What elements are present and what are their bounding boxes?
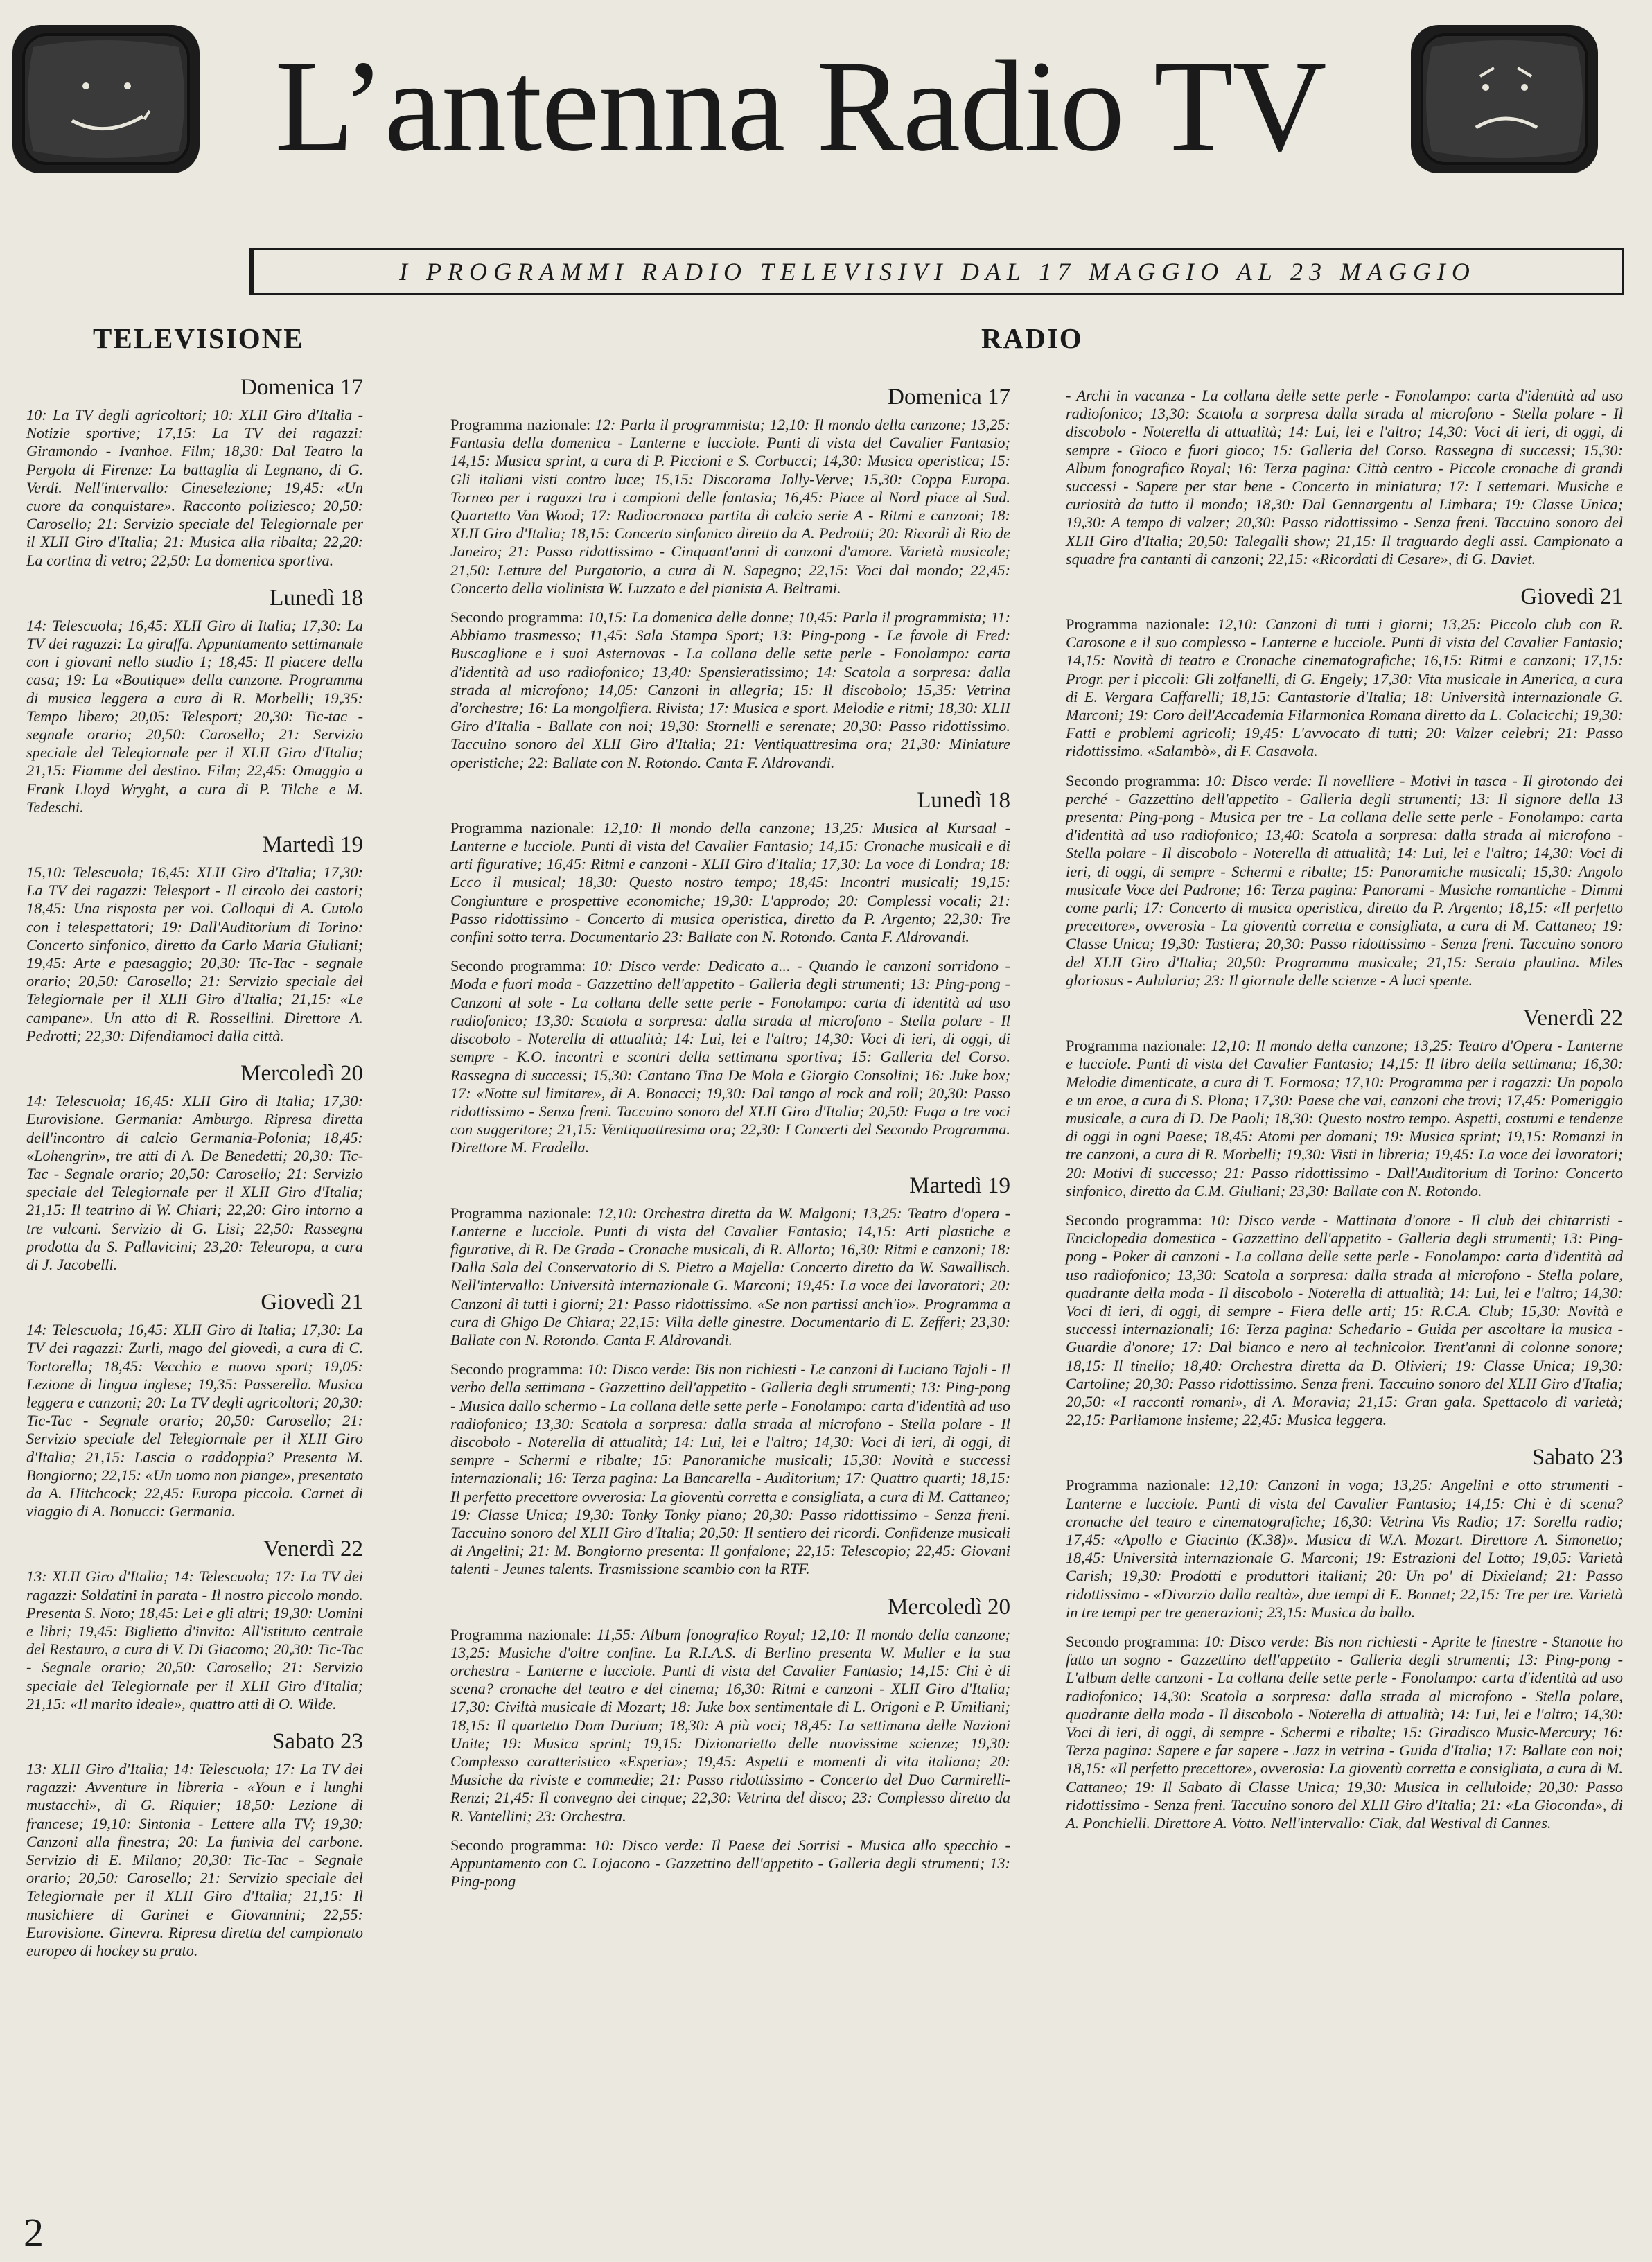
schedule-entry <box>450 1836 1010 1891</box>
day-heading: Lunedì 18 <box>917 787 1010 813</box>
program-label: Secondo programma: <box>450 1836 587 1854</box>
day-heading: Domenica 17 <box>888 385 1010 410</box>
schedule-entry <box>1066 772 1623 990</box>
tv-schedule-column <box>26 374 363 1960</box>
day-heading: Giovedì 21 <box>261 1290 363 1315</box>
schedule-text: 10: Disco verde - Mattinata d'onore - Il club dei chitarristi - Enciclopedia domestica - Gazzettino dell'appetito - Galleria degli strumenti; 13: Ping-pong - Poker di canzoni - La collana delle sette perle - Fonolampo: carta d'identità ad uso radiofonico; 13,30: Scatola a sorpresa: dalla strada al microfono - Stella polare, quadrante della moda - Il discobolo - Noterella di attualità; 14: Lui, lei e l'altro; 14,30: Voci di ieri, di oggi, di sempre - Fiera delle arti; 15: R.C.A. Club; 15,30: Novità e successi internazionali; 16: Terza pagina: Schedario - Guida per ascoltare la musica - Guardie d'onore; 17: Dal bianco e nero al technicolor. Trent'anni di colonne sonore; 18,15: Il tinello; 18,40: Orchestra diretta da D. Olivieri; 19: Classe Unica; 19,30: Cartoline; 20,30: Passo ridottissimo. Senza freni. Taccuino sonoro del XLII Giro d'Italia; 20,50: «I racconti romani», di A. Moravia; 21,15: Gran gala. Spettacolo di varietà; 22,15: Parliamone insieme; 22,45: Musica leggera. <box>1066 1211 1623 1429</box>
day-heading: Lunedì 18 <box>270 585 363 611</box>
program-label: Secondo programma: <box>1066 1211 1202 1229</box>
day-heading: Mercoledì 20 <box>888 1594 1010 1620</box>
program-label: Programma nazionale: <box>450 1204 592 1222</box>
schedule-entry <box>26 1568 363 1713</box>
schedule-text: 10: Disco verde: Il novelliere - Motivi in tasca - Il girotondo dei perché - Gazzettino dell'appetito - Galleria degli strumenti; 13: Il signore della 13 presenta: Ping-pong - Musica per tre - La collana delle sette perle - Fonolampo: carta d'identità ad uso radiofonico; 13,40: Scatola a sorpresa: dalla strada al microfono - Stella polare - Il discobolo - Noterella di attualità; 14: Lui, lei e l'altro; 14,30: Voci di ieri, di oggi, di sempre - Schermi e ribalte; 15: Panoramiche musicali; 15,30: Angolo musicale Voce del Padrone; 16: Terza pagina: Panorami - Musiche romantiche - Dimmi come parli; 17: Concerto di musica operistica, diretto da P. Argento; 18,15: «Il perfetto precettore», ovverosia - La gioventù corretta e consigliata, a cura di M. Cattaneo; 19: Classe Unica; 19,30: Tastiera; 20,30: Passo ridottissimo - Senza freni. Taccuino sonoro del XLII Giro d'Italia; 20,50: Programma musicale; 21,15: Serata plautina. Miles gloriosus - Aulularia; 23: Il giornale delle scienze - A luci spente. <box>1066 771 1623 989</box>
program-label: Secondo programma: <box>450 957 586 975</box>
program-label: Programma nazionale: <box>450 1625 592 1643</box>
schedule-entry <box>450 1626 1010 1825</box>
program-label: Programma nazionale: <box>450 818 595 836</box>
schedule-text: 12,10: Orchestra diretta da W. Malgoni; 13,25: Teatro d'opera - Lanterne e lucciole. Punti di vista del Cavalier Fantasio; 14,15: Arti plastiche e figurative, di R. De Grada - Cronache musicali, di R. Allorto; 16,30: Ritmi e canzoni; 18: Dalla Sala del Conservatorio di S. Pietro a Majella: Concerto diretto da W. Sawallisch. Nell'intervallo: Università internazionale G. Marconi; 19,45: La voce dei lavoratori; 20: Canzoni di tutti i giorni; 21: Passo ridottissimo. «Se non partissi anch'io». Programma a cura di Ghigo De Chiara; 22,15: Villa delle ginestre. Documentario di E. Zefferi; 23,30: Ballate con N. Rotondo. Canta F. Aldrovandi. <box>450 1204 1010 1349</box>
program-label: Programma nazionale: <box>1066 1476 1211 1494</box>
program-label: Secondo programma: <box>1066 1632 1200 1650</box>
schedule-entry <box>1066 1037 1623 1200</box>
schedule-entry <box>26 863 363 1045</box>
schedule-text: 10: Disco verde: Il Paese dei Sorrisi - Musica allo specchio - Appuntamento con C. Lojacono - Gazzettino dell'appetito - Galleria degli strumenti; 13: Ping-pong <box>450 1836 1010 1891</box>
schedule-text: 11,55: Album fonografico Royal; 12,10: Il mondo della canzone; 13,25: Musiche d'oltre confine. La R.I.A.S. di Berlino presenta W. Muller e la sua orchestra - Lanterne e lucciole. Punti di vista del Cavalier Fantasio; 14,15: Chi è di scena? cronache del teatro e del cinema; 16,30: Ritmi e canzoni - XLII Giro d'Italia; 17,30: Civiltà musicale di Mozart; 18: Juke box sentimentale di L. Origoni e P. Umiliani; 18,15: Il quartetto Dom Durium; 18,30: A più voci; 18,45: La settimana delle Nazioni Unite; 19: Musica sprint; 19,15: Dizionarietto delle nuovissime scienze; 19,30: Complesso caratteristico «Esperia»; 19,45: Aspetti e momenti di vita italiana; 20: Musiche da riviste e commedie; 21: Passo ridottissimo - Concerto del Duo Carmirelli-Renzi; 21,45: Il convegno dei cinque; 22,30: Vetrina del disco; 23: Complesso diretto da R. Vantellini; 23: Orchestra. <box>450 1625 1010 1825</box>
schedule-text: 12,10: Il mondo della canzone; 13,25: Musica al Kursaal - Lanterne e lucciole. Punti di vista del Cavalier Fantasio; 14,15: Cronache musicali e di arti figurative; 16,45: Ritmi e canzoni - XLII Giro d'Italia; 17,30: La voce di Londra; 18: Ecco il musical; 18,30: Questo nostro tempo; 18,45: Incontri musicali; 19,15: Congiunture e prospettive economiche; 19,30: L'approdo; 20: Complessi vocali; 21: Passo ridottissimo - Concerto di musica operistica, diretto da P. Argento; 22,30: Tre confini sotto terra. Documentario 23: Ballate con N. Rotondo. Canta F. Aldrovandi. <box>450 818 1011 946</box>
schedule-entry <box>1066 1476 1623 1622</box>
schedule-text: 10: La TV degli agricoltori; 10: XLII Giro d'Italia - Notizie sportive; 17,15: La TV dei ragazzi: Giramondo - Ivanhoe. Film; 18,30: Dal Teatro la Pergola di Firenze: La battaglia di Legnano, di G. Verdi. Nell'intervallo: Cineselezione; 19,45: «Un cuore da conquistare». Racconto poliziesco; 20,50: Carosello; 21: Servizio speciale del Telegiornale per il XLII Giro d'Italia; 21: Musica alla ribalta; 22,20: La cortina di vetro; 22,50: La domenica sportiva. <box>26 406 363 569</box>
schedule-text: - Archi in vacanza - La collana delle sette perle - Fonolampo: carta d'identità ad uso radiofonico; 13,30: Scatola a sorpresa dalla strada al microfono - Stella polare - Il discobolo - Noterella di attualità; 14: Lui, lei e l'altro; 14,30: Voci di ieri, di oggi, di sempre - Gioco e fuori gioco; 15: Galleria del Corso. Rassegna di successi; 15,30: Album fonografico Royal; 16: Terza pagina: Città centro - Piccole cronache di grandi successi - Sapere per star bene - Concerto in miniatura; 17: I settemari. Musiche e curiosità da tutto il mondo; 18,30: Dal Gennargentu al Limbara; 19: Classe Unica; 19,30: A tempo di valzer; 20,30: Passo ridottissimo - Senza freni. Taccuino sonoro del XLII Giro d'Italia; 20,50: Talegalli show; 21,15: Il traguardo degli assi. Campionato a squadre fra cantanti di canzoni; 22,15: «Ricordati di Cesare», di G. Daviet. <box>1066 387 1623 568</box>
radio-schedule-column-2 <box>1066 387 1623 1832</box>
radio-heading: RADIO <box>981 322 1083 354</box>
smiling-tv-icon <box>8 19 204 179</box>
schedule-text: 10: Disco verde: Dedicato a... - Quando le canzoni sorridono - Moda e fuori moda - Gazzettino dell'appetito - Galleria degli strumenti; 13: Ping-pong - Canzoni al sole - La collana delle sette perle - Fonolampo: carta di identità ad uso radiofonico; 13,30: Scatola a sorpresa: dalla strada al microfono - Stella polare - Il discobolo - Noterella di attualità; 14: Lui, lei e l'altro; 14,30: Voci di ieri, di oggi, di sempre - K.O. incontri e scontri della settimana sportiva; 15: Galleria del Corso. Rassegna di successi; 15,30: Cantano Tina De Mola e Giorgio Consolini; 16: Juke box; 17: «Notte sul limitare», di A. Bonacci; 19,30: Dal tango al rock and roll; 20,30: Passo ridottissimo - Senza freni. Taccuino sonoro del XLII Giro d'Italia; 20,50: Fuga a tre voci con suggeritore; 21,15: Ventiquattresima ora; 22,30: I Concerti del Secondo Programma. Direttore M. Fradella. <box>450 957 1010 1157</box>
schedule-entry <box>1066 1211 1623 1429</box>
schedule-entry <box>1066 1633 1623 1832</box>
program-dates-banner: I PROGRAMMI RADIO TELEVISIVI DAL 17 MAGGIO AL 23 MAGGIO <box>251 248 1624 295</box>
frowning-tv-icon <box>1407 19 1602 179</box>
day-heading: Sabato 23 <box>1531 1445 1623 1471</box>
program-label: Programma nazionale: <box>1066 1037 1206 1055</box>
schedule-text: 12,10: Canzoni di tutti i giorni; 13,25: Piccolo club con R. Carosone e il suo complesso - Lanterne e lucciole. Punti di vista del Cavalier Fantasio; 14,15: Novità di teatro e Cronache cinematografiche; 16,15: Ritmi e canzoni; 17,15: Progr. per i piccoli: Gli zolfanelli, di G. Engely; 17,30: Vita musicale in America, a cura di E. Vergara Caffarelli; 18,15: Cantastorie d'Italia; 18: Università internazionale G. Marconi; 19: Coro dell'Accademia Filarmonica Romana diretto da L. Colacicchi; 19,30: Fatti e problemi agricoli; 19,45: L'avvocato di tutti; 20: Valzer celebri; 21: Passo ridottissimo. «Salambò», di F. Casavola. <box>1066 615 1623 760</box>
day-heading: Martedì 19 <box>262 832 363 858</box>
program-label: Secondo programma: <box>1066 771 1200 789</box>
schedule-entry <box>26 1321 363 1520</box>
schedule-entry <box>450 819 1010 946</box>
schedule-text: 15,10: Telescuola; 16,45: XLII Giro d'Italia; 17,30: La TV dei ragazzi: Telesport - Il circolo dei castori; 18,45: Una risposta per voi. Colloqui di A. Cutolo con i telespettatori; 19: Dall'Auditorium di Torino: Concerto sinfonico, diretto da Carlo Maria Giuliani; 19,45: Arte e paesaggio; 20,30: Tic-Tac - segnale orario; 20,50: Carosello; 21: Servizio speciale del Telegiornale per il XLII Giro d'Italia; 21,15: «Le campane». Un atto di R. Rossellini. Direttore A. Pedrotti; 22,30: Difendiamoci dalla città. <box>26 863 363 1044</box>
schedule-text: 12,10: Canzoni in voga; 13,25: Angelini e otto strumenti - Lanterne e lucciole. Punti di vista del Cavalier Fantasio; 14,15: Chi è di scena? cronache del teatro e cinematografiche; 16,30: Vetrina Vis Radio; 17: Sorella radio; 17,45: «Apollo e Giacinto (K.38)». Musica di W.A. Mozart. Direttore A. Simonetto; 18,45: Università internazionale G. Marconi; 19: Estrazioni del Lotto; 19,05: Varietà Carish; 19,30: Prodotti e produttori italiani; 20: Un po' di Dixieland; 21: Passo ridottissimo - «Divorzio dalla realtà», due tempi di E. Bonnet; 22,15: Tre per tre. Varietà in tre tempi per tre generazioni; 23,15: Musica da ballo. <box>1066 1476 1623 1621</box>
day-heading: Domenica 17 <box>240 375 363 400</box>
schedule-entry <box>450 416 1010 597</box>
schedule-entry <box>26 617 363 816</box>
program-label: Secondo programma: <box>450 1360 583 1378</box>
day-heading: Mercoledì 20 <box>240 1061 363 1087</box>
schedule-text: 10: Disco verde: Bis non richiesti - Aprite le finestre - Stanotte ho fatto un sogno - Gazzettino dell'appetito - Galleria degli strumenti; 13: Ping-pong - L'album delle canzoni - La collana delle sette perle - Fonolampo: carta d'identità ad uso radiofonico; 14,30: Scatola a sorpresa: dalla strada al microfono - Stella polare, quadrante della moda - Il discobolo - Noterella di attualità; 14: Lui, lei e l'altro; 14,30: Voci di ieri, di oggi, di sempre - Schermi e ribalte; 15: Giradisco Music-Mercury; 16: Terza pagina: Sapere e far sapere - Jazz in vetrina - Guida d'Italia; 17: Ballate con noi; 18,15: «Il perfetto precettore», ovverosia: La gioventù corretta e consigliata, a cura di M. Cattaneo; 19: Il Sabato di Classe Unica; 19,30: Musica in celluloide; 20,30: Passo ridottissimo - Senza freni. Taccuino sonoro del XLII Giro d'Italia; 21: «La Gioconda», di A. Ponchielli. Direttore A. Votto. Nell'intervallo: Ciak, dal Westival di Cannes. <box>1066 1632 1623 1832</box>
schedule-text: 14: Telescuola; 16,45: XLII Giro di Italia; 17,30: La TV dei ragazzi: Zurli, mago del giovedì, a cura di C. Tortorella; 18,45: Vecchio e nuovo sport; 19,05: Lezione di lingua inglese; 19,35: Passerella. Musica leggera e canzoni; 20: La TV degli agricoltori; 20,30: Tic-Tac - Segnale orario; 20,50: Carosello; 21: Servizio speciale del Telegiornale per il XLII Giro d'Italia; 21,15: Lascia o raddoppia? Presenta M. Bongiorno; 22,15: «Un uomo non piange», presentato da A. Hitchcock; 22,45: Europa piccola. Carnet di viaggio di A. Bonucci: Germania. <box>26 1321 363 1520</box>
schedule-entry <box>450 1360 1010 1578</box>
radio-schedule-column-1 <box>450 384 1010 1891</box>
day-heading: Venerdì 22 <box>263 1536 363 1562</box>
page-number: 2 <box>24 2210 44 2255</box>
program-label: Programma nazionale: <box>450 416 591 433</box>
schedule-text: 13: XLII Giro d'Italia; 14: Telescuola; 17: La TV dei ragazzi: Avventure in libreria - «Youn e i lunghi mustacchi», di G. Riquier; 18,50: Lezione di francese; 19,10: Sintonia - Lettere alla TV; 19,30: Canzoni alla finestra; 20: La funivia del carbone. Servizio di E. Milano; 20,30: Tic-Tac - Segnale orario; 20,50: Carosello; 21: Servizio speciale del Telegiornale per il XLII Giro d'Italia; 21,15: Il musichiere di Garinei e Giovannini; 22,55: Eurovisione. Ginevra. Ripresa diretta del campionato europeo di hockey su prato. <box>26 1760 363 1960</box>
schedule-entry <box>26 1760 363 1960</box>
schedule-text: 13: XLII Giro d'Italia; 14: Telescuola; 17: La TV dei ragazzi: Soldatini in parata - Il nostro piccolo mondo. Presenta S. Noto; 18,45: Lei e gli altri; 19,30: Uomini e libri; 19,45: Biglietto d'invito: All'istituto centrale del Restauro, a cura di V. Di Giacomo; 20,30: Tic-Tac - Segnale orario; 20,50: Carosello; 21: Servizio speciale del Telegiornale per il XLII Giro d'Italia; 21,15: «Il marito ideale», quattro atti di O. Wilde. <box>26 1568 363 1712</box>
schedule-entry <box>450 957 1010 1157</box>
program-label: Programma nazionale: <box>1066 615 1210 633</box>
day-heading: Venerdì 22 <box>1523 1006 1623 1031</box>
schedule-text: 10,15: La domenica delle donne; 10,45: Parla il programmista; 11: Abbiamo trasmesso; 11,45: Sala Stampa Sport; 13: Ping-pong - Le favole di Fred: Buscaglione e i suoi Asternovas - La collana delle sette perle - Fonolampo: carta d'identità ad uso radiofonico; 13,40: Spensieratissimo; 14: Scatola a sorpresa: dalla strada al microfono; 14,05: Canzoni in allegria; 15: Il discobolo; 15,35: Vetrina d'orchestre; 16: La mongolfiera. Rivista; 17: Musica e sport. Melodie e ritmi; 18,30: XLII Giro d'Italia - Ballate con noi; 19,30: Stornelli e serenate; 20,30: Passo ridottissimo. Taccuino sonoro del XLII Giro d'Italia; 21: Ventiquattresima ora; 21,30: Miniature operistiche; 22: Ballate con N. Rotondo. Canta F. Aldrovandi. <box>450 608 1010 771</box>
masthead-title: L’antenna Radio TV <box>274 33 1326 178</box>
schedule-text: 14: Telescuola; 16,45: XLII Giro di Italia; 17,30: Eurovisione. Germania: Amburgo. Ripresa diretta dell'incontro di calcio Germania-Polonia; 18,45: «Lohengrin», tre atti di A. De Benedetti; 20,30: Tic-Tac - Segnale orario; 20,50: Carosello; 21: Servizio speciale del Telegiornale per il XLII Giro d'Italia; 21,15: Il teatrino di W. Chiari; 22,20: Giro intorno a tre vulcani. Servizio di G. Lisi; 22,50: Rassegna prodotta da S. Pallavicini; 23,20: Teleuropa, a cura di J. Jacobelli. <box>26 1092 363 1273</box>
schedule-entry <box>1066 387 1623 568</box>
day-heading: Sabato 23 <box>272 1728 363 1754</box>
schedule-text: 14: Telescuola; 16,45: XLII Giro di Italia; 17,30: La TV dei ragazzi: La giraffa. Appuntamento settimanale con i giovani nello studio 1; 18,45: Il piacere della casa; 19: La «Boutique» della canzone. Programma di musica leggera a cura di R. Morbelli; 19,35: Tempo libero; 20,05: Telesport; 20,30: Tic-tac - segnale orario; 20,50: Carosello; 21: Servizio speciale del Telegiornale per il XLII Giro d'Italia; 21,15: Fiamme del destino. Film; 22,45: Omaggio a Frank Lloyd Wryght, a cura di P. Tilche e M. Tedeschi. <box>26 616 363 816</box>
schedule-text: 10: Disco verde: Bis non richiesti - Le canzoni di Luciano Tajoli - Il verbo della settimana - Gazzettino dell'appetito - Galleria degli strumenti; 13: Ping-pong - Musica dallo schermo - La collana delle sette perle - Fonolampo: carta d'identità ad uso radiofonico; 13,30: Scatola a sorpresa: dalla strada al microfono - Stella polare - Il discobolo - Noterella di attualità; 14: Lui, lei e l'altro; 14,30: Voci di ieri, di oggi, di sempre - Schermi e ribalte; 15: Panoramiche musicali; 15,30: Novità e successi internazionali; 16: Terza pagina: La Bancarella - Auditorium; 17: Quattro quarti; 18,15: Il perfetto precettore ovverosia: La gioventù corretta e consigliata, a cura di M. Cattaneo; 19: Classe Unica; 19,30: Tonky Tonky piano; 20,30: Passo ridottissimo - Senza freni. Taccuino sonoro del XLII Giro d'Italia; 20,50: Il sentiero dei ricordi. Confidenze musicali di Angelini; 21: M. Bongiorno presenta: Il gonfalone; 22,15: Telescopio; 22,45: Giovani talenti - Jeunes talents. Trasmissione scambio con la RTF. <box>450 1360 1010 1578</box>
schedule-entry <box>450 1204 1010 1350</box>
schedule-entry <box>26 1092 363 1274</box>
tv-heading: TELEVISIONE <box>93 322 304 354</box>
schedule-text: 12,10: Il mondo della canzone; 13,25: Teatro d'Opera - Lanterne e lucciole. Punti di vista del Cavalier Fantasio; 14,15: Il libro della settimana; 16,30: Melodie dimenticate, a cura di T. Formosa; 17,10: Programma per i ragazzi: Un popolo e un eroe, a cura di S. Plona; 17,30: Paese che vai, canzoni che trovi; 17,45: Pomeriggio musicale, a cura di D. De Paoli; 18,30: Questo nostro tempo. Aspetti, costumi e tendenze di oggi in ogni Paese; 18,45: Atomi per domani; 19: Musica sprint; 19,15: Romanzi in tre canzoni, a cura di R. Morbelli; 19,30: Visti in libreria; 19,45: La voce dei lavoratori; 20: Motivi di successo; 21: Passo ridottissimo - Dall'Auditorium di Torino: Concerto sinfonico, diretto da C.M. Giuliani; 23,30: Ballate con N. Rotondo. <box>1066 1037 1624 1200</box>
schedule-entry <box>450 608 1010 772</box>
program-label: Secondo programma: <box>450 608 583 626</box>
schedule-entry <box>26 406 363 570</box>
schedule-entry <box>1066 615 1623 761</box>
day-heading: Martedì 19 <box>909 1173 1010 1198</box>
schedule-text: 12: Parla il programmista; 12,10: Il mondo della canzone; 13,25: Fantasia della domenica - Lanterne e lucciole. Punti di vista del Cavalier Fantasio; 14,15: Musica sprint, a cura di P. Piccioni e S. Corbucci; 14,30: Musica operistica; 15: Gli italiani visti contro luce; 15,15: Discorama Jolly-Verve; 15,30: Coppa Europa. Torneo per i ragazzi tra i campioni delle fantasia; 16,45: Piace al Nord piace al Sud. Quartetto Van Wood; 17: Radiocronaca partita di calcio serie A - Ritmi e canzoni; 18: XLII Giro d'Italia; 18,15: Concerto sinfonico diretto da A. Pedrotti; 20: Ricordi di Rio de Janeiro; 21: Passo ridottissimo - Cinquant'anni di canzoni d'amore. Varietà musicale; 21,50: Letture del Purgatorio, a cura di N. Sapegno; 22,15: Voci dal mondo; 22,45: Concerto della violinista W. Luzzato e del pianista A. Beltrami. <box>450 416 1010 597</box>
day-heading: Giovedì 21 <box>1520 584 1623 610</box>
